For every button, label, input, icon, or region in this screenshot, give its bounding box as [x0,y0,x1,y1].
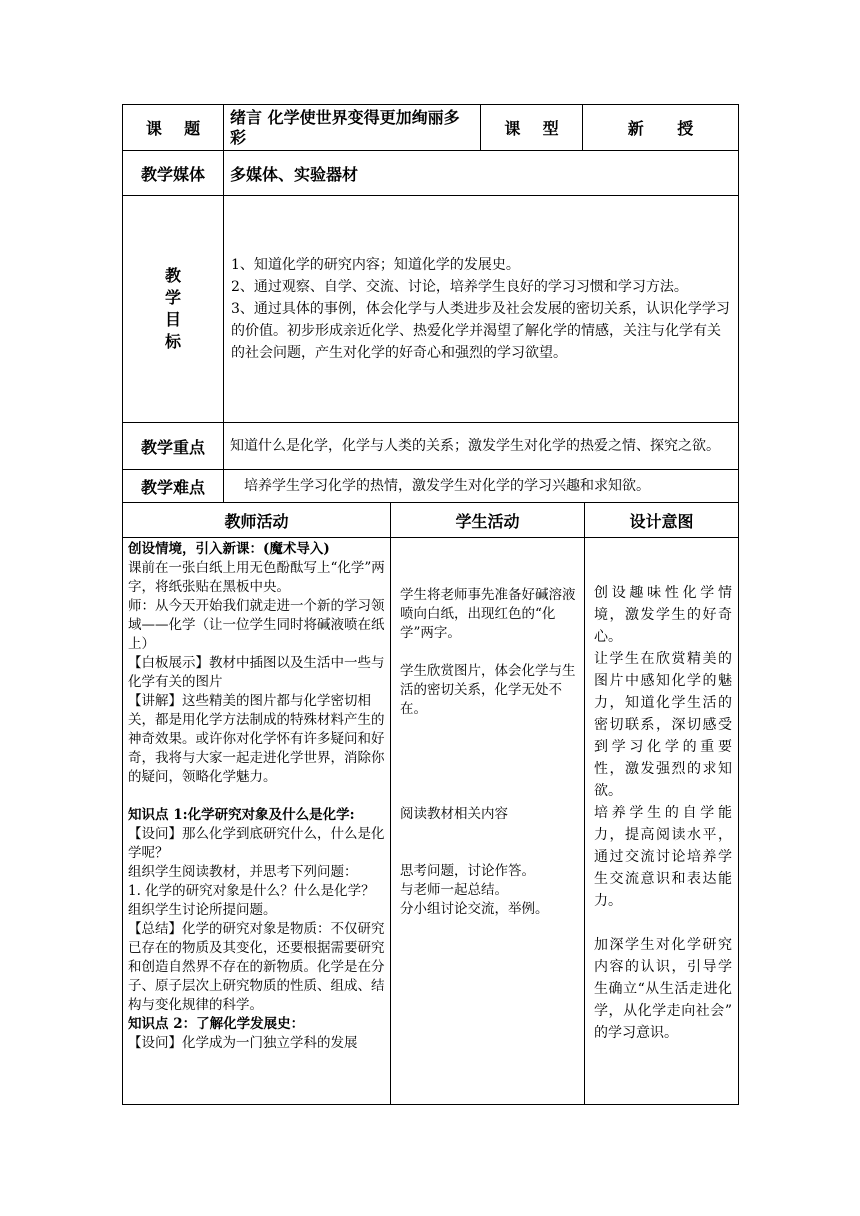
intro-title: 创设情境，引入新课：(魔术导入) [128,541,330,557]
activities-table [122,502,739,1105]
goals-char: 教 [164,266,181,285]
difficulties-label: 教学难点 [123,470,224,503]
teacher-header: 教师活动 [123,503,391,538]
type-label: 课 型 [481,105,583,151]
media-value: 多媒体、实验器材 [224,151,739,196]
student-paragraph: 学生欣赏图片，体会化学与生活的密切关系，化学无处不在。 [400,663,576,717]
difficulties-value: 培养学生学习化学的热情，激发学生对化学的学习兴趣和求知欲。 [224,470,739,503]
lesson-info-table [122,104,739,503]
type-value: 新 授 [583,105,739,151]
teacher-paragraph: 师：从今天开始我们就走进一个新的学习领域——化学（让一位学生同时将碱液喷在纸上） [128,598,385,652]
intent-header: 设计意图 [585,503,739,538]
topic-label: 课 题 [123,105,224,151]
intent-paragraph: 让学生在欣赏精美的图片中感知化学的魅力，知道化学生活的密切联系，深切感受到学习化学的重要性，激发强烈的求知欲。 [594,651,732,799]
teacher-paragraph: 1. 化学的研究对象是什么？什么是化学？ [128,883,375,899]
tag: 【设问】 [128,826,182,842]
teacher-paragraph: 【设问】那么化学到底研究什么，什么是化学呢？ [128,826,385,861]
student-paragraph: 思考问题，讨论作答。 [400,863,535,879]
teacher-paragraph: 课前在一张白纸上用无色酚酞写上“化学”两字，将纸张贴在黑板中央。 [128,560,385,595]
intent-paragraph: 加深学生对化学研究内容的认识，引导学生确立“从生活走进化学，从化学走向社会” 的学习意识。 [594,937,732,1041]
knowledge-point-2-title: 知识点 2：了解化学发展史： [128,1016,305,1032]
intent-paragraph: 创设趣味性化学情境，激发学生的好奇心。 [594,585,732,645]
student-paragraph: 学生将老师事先准备好碱溶液喷向白纸，出现红色的“化学”两字。 [400,587,576,641]
teacher-paragraph: 【白板展示】教材中插图以及生活中一些与化学有关的图片 [128,655,385,690]
student-paragraph: 与老师一起总结。 [400,882,508,898]
goals-char: 学 [164,288,181,307]
teacher-paragraph: 【设问】化学成为一门独立学科的发展 [128,1035,358,1051]
knowledge-point-1-title: 知识点 1:化学研究对象及什么是化学: [128,807,355,823]
goal-item: 1、知道化学的研究内容；知道化学的发展史。 [231,257,520,273]
tag: 【设问】 [128,1035,182,1051]
goal-item: 3、通过具体的事例，体会化学与人类进步及社会发展的密切关系，认识化学学习的价值。初步形成亲近化学、热爱化学并渴望了解化学的情感，关注与化学有关的社会问题，产生对化学的好奇心和强烈的学习欲望。 [231,301,730,361]
tag: 【讲解】 [128,693,182,709]
goals-char: 标 [164,332,181,351]
intent-paragraph: 培养学生的自学能力，提高阅读水平，通过交流讨论培养学生交流意识和表达能力。 [594,805,732,909]
tag: 【总结】 [128,921,182,937]
teacher-paragraph: 【讲解】这些精美的图片都与化学密切相关，都是用化学方法制成的特殊材料产生的神奇效果。或许你对化学怀有许多疑问和好奇，我将与大家一起走进化学世界，消除你的疑问，领略化学魅力。 [128,693,385,785]
key-points-value: 知道什么是化学，化学与人类的关系；激发学生对化学的热爱之情、探究之欲。 [224,423,739,470]
student-activity [391,538,585,1105]
tag: 【白板展示】 [128,655,209,671]
topic-value: 绪言 化学使世界变得更加绚丽多彩 [224,105,481,151]
design-intent [585,538,739,1105]
goals-label [123,196,224,423]
teacher-paragraph: 组织学生讨论所提问题。 [128,902,277,918]
goal-item: 2、通过观察、自学、交流、讨论，培养学生良好的学习习惯和学习方法。 [231,279,688,295]
media-label: 教学媒体 [123,151,224,196]
student-header: 学生活动 [391,503,585,538]
student-paragraph: 阅读教材相关内容 [400,806,508,822]
teacher-activity [123,538,391,1105]
key-points-label: 教学重点 [123,423,224,470]
goals-char: 目 [164,310,181,329]
teacher-paragraph: 【总结】化学的研究对象是物质：不仅研究已存在的物质及其变化，还要根据需要研究和创造自然界不存在的新物质。化学是在分子、原子层次上研究物质的性质、组成、结构与变化规律的科学。 [128,921,385,1013]
student-paragraph: 分小组讨论交流，举例。 [400,901,549,917]
teacher-paragraph: 组织学生阅读教材，并思考下列问题： [128,864,358,880]
goals-content [224,196,739,423]
